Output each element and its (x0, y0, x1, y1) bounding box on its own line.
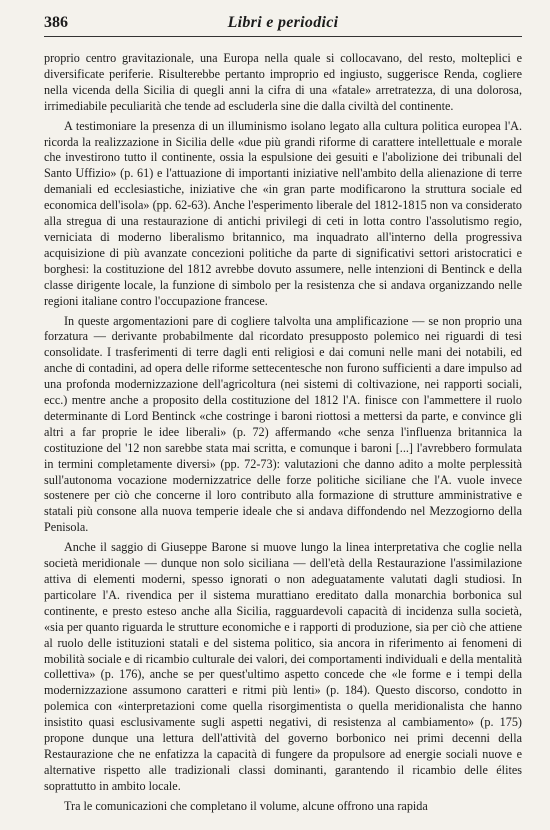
running-title: Libri e periodici (227, 14, 339, 31)
paragraph: Tra le comunicazioni che completano il volume, alcune offrono una rapida (64, 798, 428, 813)
page-header (44, 14, 522, 37)
page-number: 386 (44, 14, 68, 31)
paragraph: In queste argomentazioni pare di cogliere talvolta una amplificazione — se non proprio una forzatura — derivante probabilmente dal ricordato presupposto polemico nei riguardi di tesi consolidate. I trasferimenti di terre dagli enti religiosi e dai comuni nelle mani dei notabili, ed anche di contadini, ad opera delle riforme settecentesche non furono sufficienti a dare impulso ad una profonda modernizzazione dell'agricoltura (nei sistemi di coltivazione, nei rapporti sociali, ecc.) mentre anche a proposito della costituzione del 1812 l'A. finisce con l'ammettere il ruolo determinante di Lord Bentinck «che costringe i baroni riottosi a mettersi da parte, e convince gli altri a far proprie le idee liberali» (p. 72) affermando «che senza l'influenza britannica la costituzione del '12 non sarebbe stata mai scritta, e comunque i baroni [...] l'avrebbero formulata in termini completamente diversi» (pp. 72-73): valutazioni che danno adito a molte perplessità sull'autonoma vocazione modernizzatrice delle forze politiche siciliane che l'A. vuole invece sostenere per ciò che concerne il loro contributo alla formazione di strutture amministrative e statali più consone alla nuova temperie ideale che si andava diffondendo nel Mezzogiorno della Penisola. (44, 313, 522, 535)
body-text (44, 51, 522, 815)
paragraph: proprio centro gravitazionale, una Europa nella quale si collocavano, del resto, molteplici e diversificate periferie. Risulterebbe pertanto improprio ed ingiusto, suggerisce Renda, cogliere nella vicenda della Sicilia di quegli anni la cifra di una «fatale» arretratezza, di una dolorosa, irrimediabile peculiarità che tende ad escluderla sine die dalla civiltà del continente. (44, 51, 522, 113)
paragraph: Anche il saggio di Giuseppe Barone si muove lungo la linea interpretativa che coglie nella società meridionale — dunque non solo siciliana — dell'età della Restaurazione l'assimilazione attiva di elementi moderni, spesso ignorati o non adeguatamente valutati dagli studiosi. In particolare l'A. rivendica per il sistema murattiano ereditato dalla monarchia borbonica sul continente, e presto esteso anche alla Sicilia, ragguardevoli capacità di incidenza sulla società, «sia per quanto riguarda le strutture economiche e i rapporti di produzione, sia per ciò che attiene al ruolo delle istituzioni statali e del sistema politico, sia ancora in riferimento ai fenomeni di mobilità sociale e di ricambio culturale dei valori, dei comportamenti individuali e della mentalità collettiva» (p. 176), anche se per quest'ultimo aspetto concede che «le forme e i tempi della modernizzazione assumono caratteri e ritmi più lenti» (p. 184). Questo discorso, condotto in polemica con «interpretazioni come quella risorgimentista o quella meridionalista che hanno insistito quasi esclusivamente sugli aspetti negativi, di resistenza al cambiamento» (p. 175) propone dunque una lettura dell'attività del governo borbonico nei primi decenni della Restaurazione che ne enfatizza la capacità di fungere da propulsore ad energie sociali nuove e alternative rispetto alle tradizionali classi dominanti, garantendo il ricambio delle élites soprattutto in ambito locale. (44, 540, 522, 793)
paragraph: A testimoniare la presenza di un illuminismo isolano legato alla cultura politica europea l'A. ricorda la realizzazione in Sicilia delle «due più grandi riforme di carattere intellettuale e morale che investirono tutto il continente, ossia la espulsione dei gesuiti e l'abolizione dei tribunali del Santo Uffizio» (p. 61) e l'attuazione di importanti iniziative nell'ambito della alienazione di terre demaniali ed ecclesiastiche, iniziative che «in gran parte modificarono la struttura sociale ed economica dell'isola» (pp. 62-63). Anche l'esperimento liberale del 1812-1815 non va considerato alla stregua di una restaurazione di antichi privilegi di ceti in lotta contro l'assolutismo regio, verniciata di moderno liberalismo britannico, ma inquadrato all'interno della progressiva acquisizione di più avanzate concezioni politiche da parte di significativi settori aristocratici e borghesi: la costituzione del 1812 avrebbe dovuto assumere, nelle intenzioni di Bentinck e della classe dirigente locale, la funzione di simbolo per la resistenza che si andava organizzando nelle regioni italiane contro l'occupazione francese. (44, 118, 522, 308)
